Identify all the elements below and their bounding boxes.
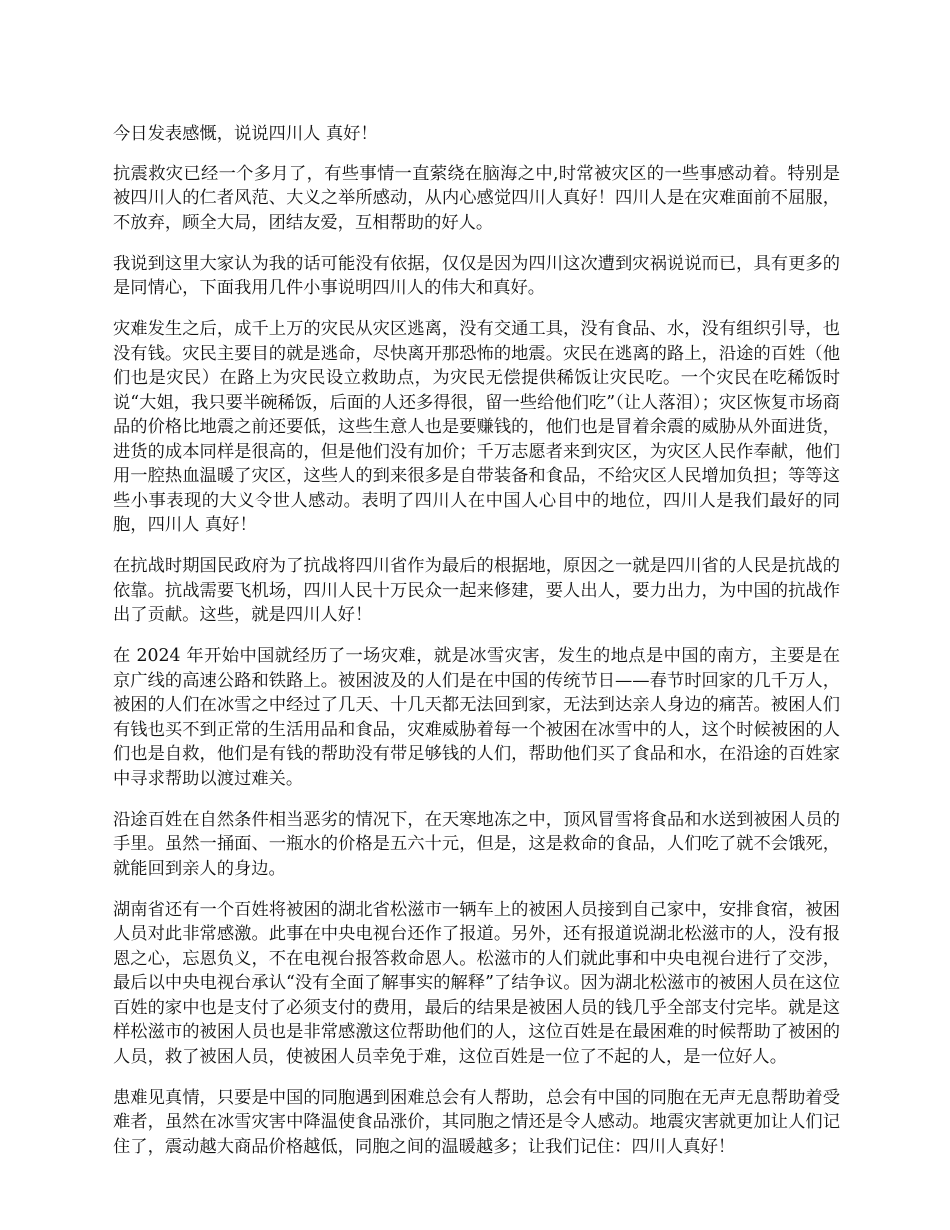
paragraph: 湖南省还有一个百姓将被困的湖北省松滋市一辆车上的被困人员接到自己家中，安排食宿，被困人员对此非常感激。此事在中央电视台还作了报道。另外，还有报道说湖北松滋市的人，没有报恩之心，忘恩负义，不在电视台报答救命恩人。松滋市的人们就此事和中央电视台进行了交涉，最后以中央电视台承认“没有全面了解事实的解释”了结争议。因为湖北松滋市的被困人员在这位百姓的家中也是支付了必须支付的费用，最后的结果是被困人员的钱几乎全部支付完毕。就是这样松滋市的被困人员也是非常感激这位帮助他们的人，这位百姓是在最困难的时候帮助了被困的人员，救了被困人员，使被困人员幸免于难，这位百姓是一位了不起的人，是一位好人。 (113, 899, 840, 1067)
paragraph: 患难见真情，只要是中国的同胞遇到困难总会有人帮助，总会有中国的同胞在无声无息帮助着受难者，虽然在冰雪灾害中降温使食品涨价，其同胞之情还是令人感动。地震灾害就更加让人们记住了，震动越大商品价格越低，同胞之间的温暖越多；让我们记住：四川人真好！ (113, 1087, 840, 1157)
paragraph: 灾难发生之后，成千上万的灾民从灾区逃离，没有交通工具，没有食品、水，没有组织引导，也没有钱。灾民主要目的就是逃命，尽快离开那恐怖的地震。灾民在逃离的路上，沿途的百姓（他们也是灾民）在路上为灾民设立救助点，为灾民无偿提供稀饭让灾民吃。一个灾民在吃稀饭时说“大姐，我只要半碗稀饭，后面的人还多得很，留一些给他们吃”（让人落泪）；灾区恢复市场商品的价格比地震之前还要低，这些生意人也是要赚钱的，他们也是冒着余震的威胁从外面进货，进货的成本同样是很高的，但是他们没有加价；千万志愿者来到灾区，为灾区人民作奉献，他们用一腔热血温暖了灾区，这些人的到来很多是自带装备和食品，不给灾区人民增加负担；等等这些小事表现的大义令世人感动。表明了四川人在中国人心目中的地位，四川人是我们最好的同胞，四川人 真好！ (113, 319, 840, 535)
document-body (113, 122, 840, 1176)
paragraph: 沿途百姓在自然条件相当恶劣的情况下，在天寒地冻之中，顶风冒雪将食品和水送到被困人员的手里。虽然一捅面、一瓶水的价格是五六十元，但是，这是救命的食品，人们吃了就不会饿死，就能回到亲人的身边。 (113, 809, 840, 879)
paragraph: 抗震救灾已经一个多月了，有些事情一直萦绕在脑海之中,时常被灾区的一些事感动着。特别是被四川人的仁者风范、大义之举所感动，从内心感觉四川人真好！四川人是在灾难面前不屈服，不放弃，顾全大局，团结友爱，互相帮助的好人。 (113, 163, 840, 233)
document-title: 今日发表感慨，说说四川人 真好！ (113, 124, 378, 144)
paragraph: 在抗战时期国民政府为了抗战将四川省作为最后的根据地，原因之一就是四川省的人民是抗战的依靠。抗战需要飞机场，四川人民十万民众一起来修建，要人出人，要力出力，为中国的抗战作出了贡献。这些，就是四川人好！ (113, 556, 840, 625)
paragraph: 在 2024 年开始中国就经历了一场灾难，就是冰雪灾害，发生的地点是中国的南方，主要是在京广线的高速公路和铁路上。被困波及的人们是在中国的传统节日——春节时回家的几千万人，被困的人们在冰雪之中经过了几天、十几天都无法回到家，无法到达亲人身边的痛苦。被困人们有钱也买不到正常的生活用品和食品，灾难威胁着每一个被困在冰雪中的人，这个时候被困的人们也是自救，他们是有钱的帮助没有带足够钱的人们，帮助他们买了食品和水，在沿途的百姓家中寻求帮助以渡过难关。 (113, 646, 840, 789)
paragraph: 我说到这里大家认为我的话可能没有依据，仅仅是因为四川这次遭到灾祸说说而已，具有更多的是同情心，下面我用几件小事说明四川人的伟大和真好。 (113, 253, 840, 298)
